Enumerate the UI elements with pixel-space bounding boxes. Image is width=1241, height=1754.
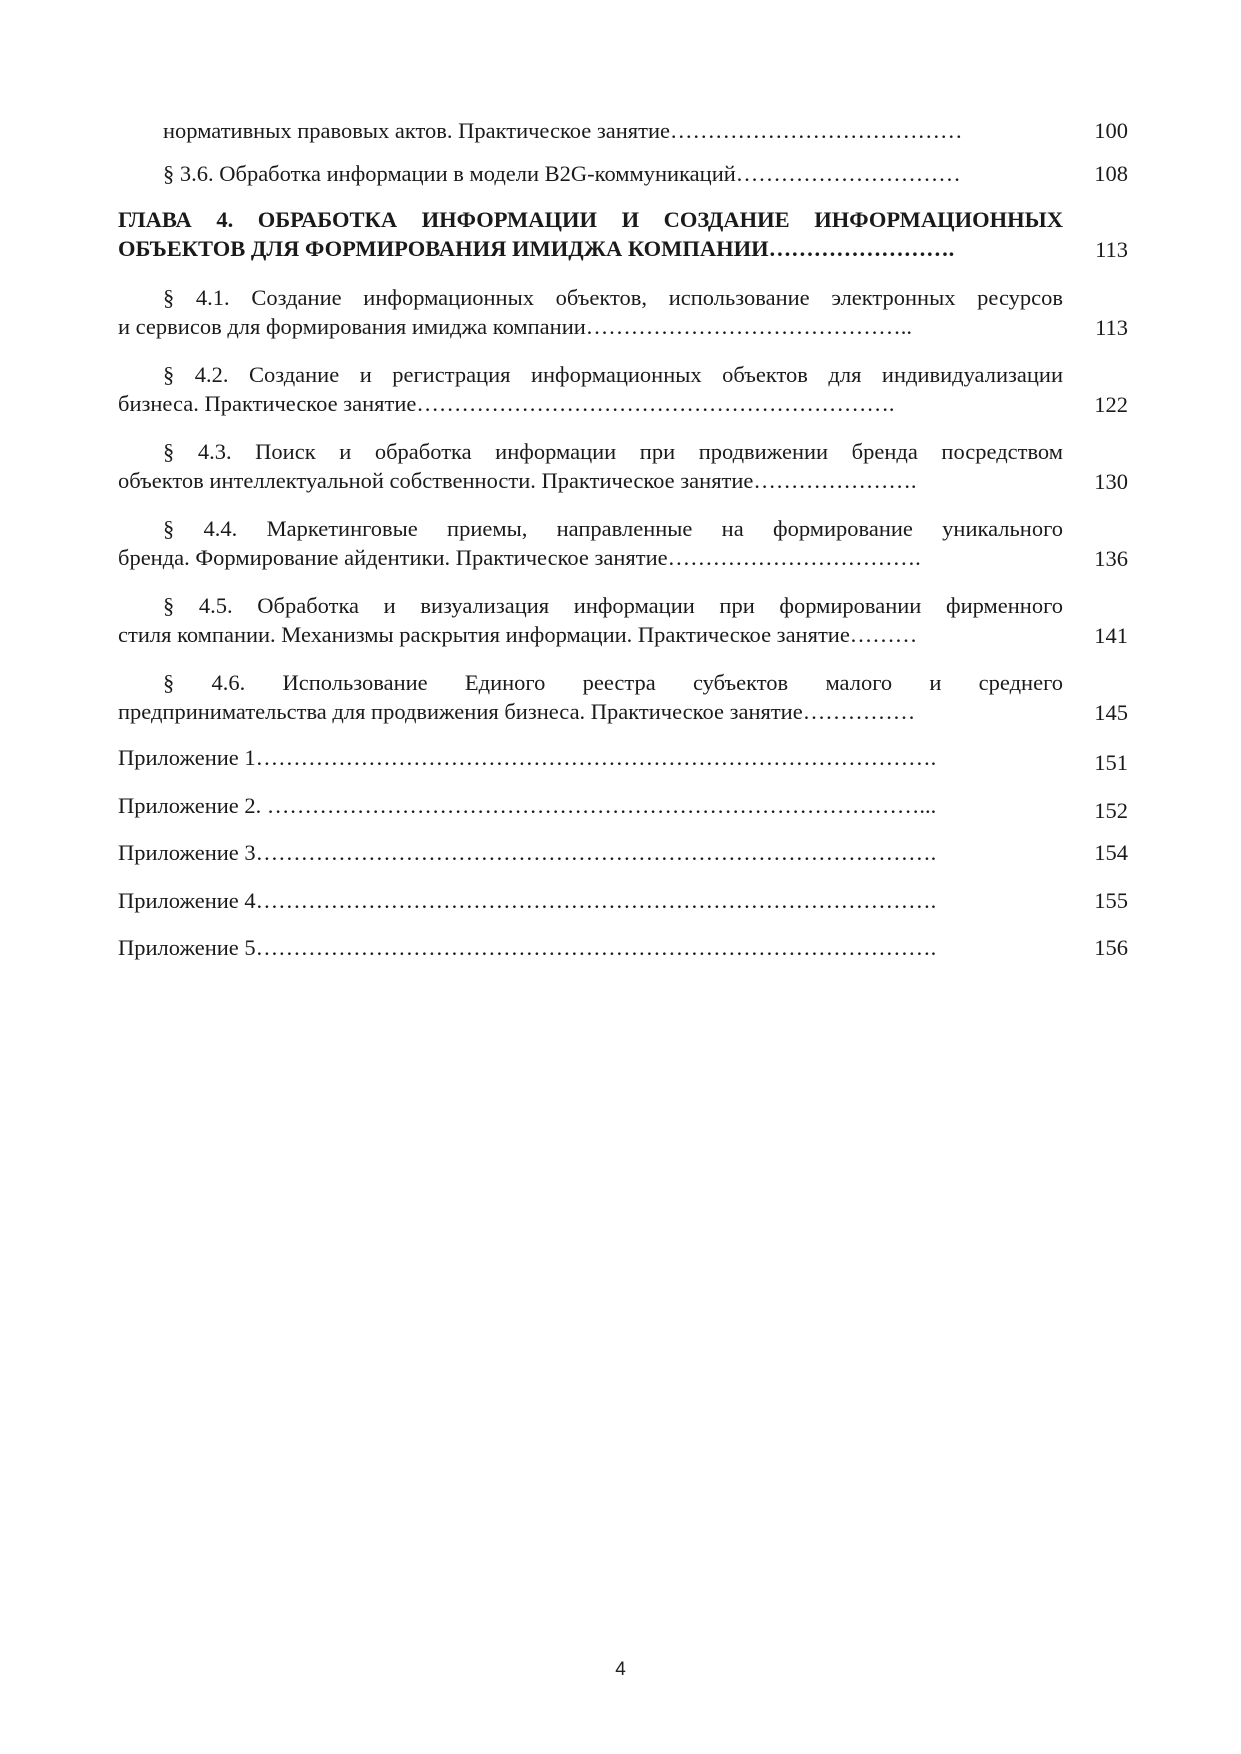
toc-page-number: 154 bbox=[1094, 840, 1128, 865]
toc-entry-text: Приложение 5………………………………………………………………………………. bbox=[118, 935, 937, 960]
toc-entry-text: объектов интеллектуальной собственности. Практическое занятие…………………. bbox=[118, 468, 917, 493]
toc-entry-text: предпринимательства для продвижения бизнеса. Практическое занятие…………… bbox=[118, 699, 916, 724]
toc-page-number: 136 bbox=[1094, 546, 1128, 571]
toc-entry-text: § 3.6. Обработка информации в модели B2G-коммуникаций………………………… bbox=[163, 161, 961, 186]
toc-entry-text: § 4.2. Создание и регистрация информационных объектов для индивидуализации bbox=[163, 362, 1063, 387]
toc-page-number: 156 bbox=[1094, 935, 1128, 960]
toc-page-number: 113 bbox=[1095, 315, 1128, 340]
toc-page-number: 152 bbox=[1094, 798, 1128, 823]
toc-page-number: 108 bbox=[1094, 161, 1128, 186]
toc-chapter-line-2: ОБЪЕКТОВ ДЛЯ ФОРМИРОВАНИЯ ИМИДЖА КОМПАНИИ……………………. bbox=[118, 236, 955, 261]
toc-entry-text: § 4.3. Поиск и обработка информации при продвижении бренда посредством bbox=[163, 439, 1063, 464]
toc-entry-text: § 4.6. Использование Единого реестра субъектов малого и среднего bbox=[163, 670, 1063, 695]
toc-entry-text: Приложение 2. ……………………………………………………………………………... bbox=[118, 793, 937, 818]
toc-page-number: 113 bbox=[1095, 237, 1128, 262]
toc-page-number: 151 bbox=[1094, 750, 1128, 775]
toc-chapter-line-1: ГЛАВА 4. ОБРАБОТКА ИНФОРМАЦИИ И СОЗДАНИЕ ИНФОРМАЦИОННЫХ bbox=[118, 207, 1063, 232]
toc-entry-text: § 4.5. Обработка и визуализация информации при формировании фирменного bbox=[163, 593, 1063, 618]
toc-page-number: 155 bbox=[1094, 888, 1128, 913]
toc-entry-text: § 4.1. Создание информационных объектов, использование электронных ресурсов bbox=[163, 285, 1063, 310]
toc-entry-text: Приложение 4………………………………………………………………………………. bbox=[118, 888, 937, 913]
toc-page-number: 122 bbox=[1094, 392, 1128, 417]
toc-page-number: 100 bbox=[1094, 118, 1128, 143]
toc-entry-text: § 4.4. Маркетинговые приемы, направленные на формирование уникального bbox=[163, 516, 1063, 541]
toc-page-number: 145 bbox=[1094, 700, 1128, 725]
toc-entry-text: нормативных правовых актов. Практическое занятие………………………………… bbox=[163, 118, 963, 143]
toc-page-number: 130 bbox=[1094, 469, 1128, 494]
toc-entry-text: бизнеса. Практическое занятие………………………………………………………. bbox=[118, 391, 895, 416]
toc-page-number: 141 bbox=[1094, 623, 1128, 648]
toc-entry-text: Приложение 3………………………………………………………………………………. bbox=[118, 840, 937, 865]
toc-entry-text: бренда. Формирование айдентики. Практическое занятие……………………………. bbox=[118, 545, 921, 570]
toc-entry-text: Приложение 1………………………………………………………………………………. bbox=[118, 745, 937, 770]
page-number-footer: 4 bbox=[615, 1659, 626, 1680]
toc-entry-text: стиля компании. Механизмы раскрытия информации. Практическое занятие……… bbox=[118, 622, 918, 647]
toc-entry-text: и сервисов для формирования имиджа компании…………………………………….. bbox=[118, 314, 913, 339]
